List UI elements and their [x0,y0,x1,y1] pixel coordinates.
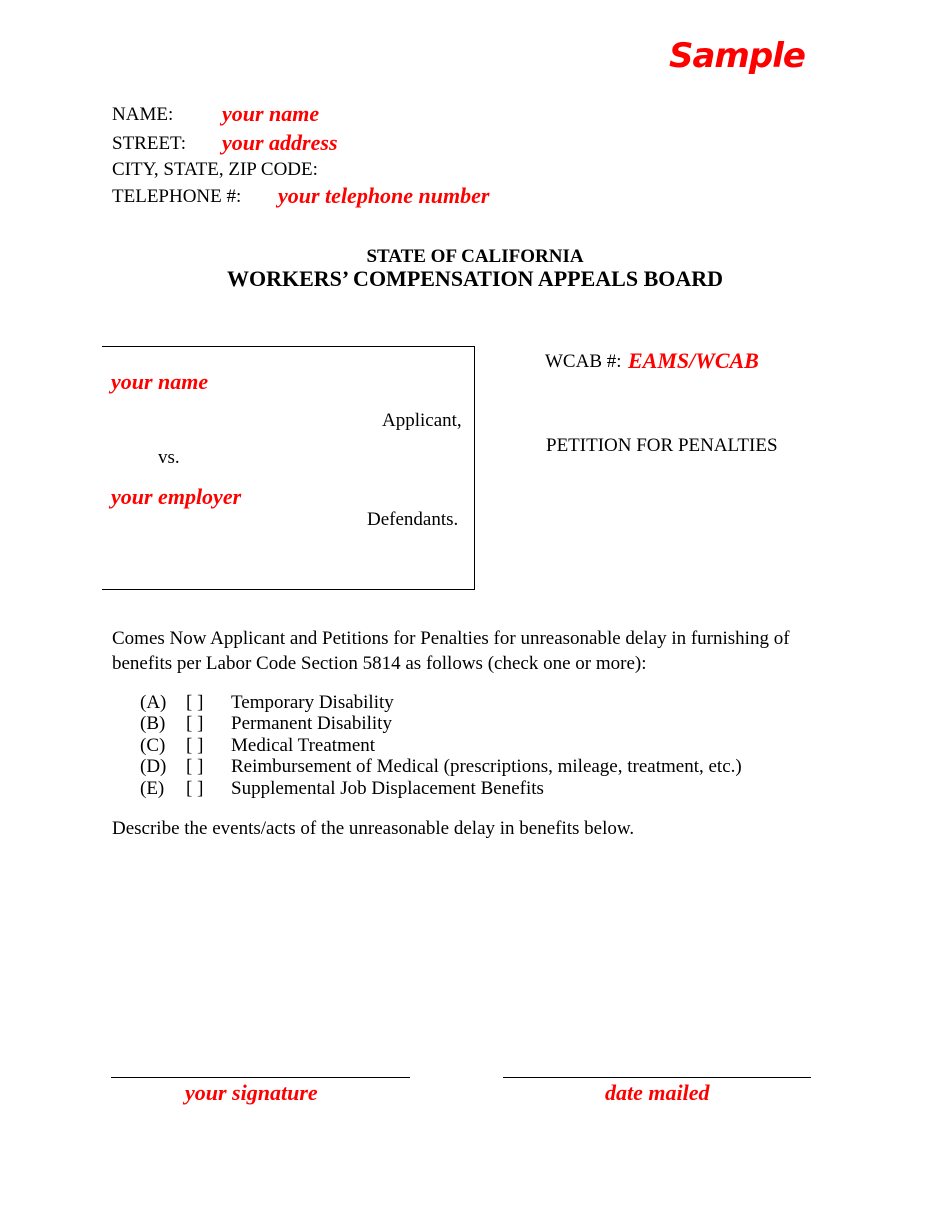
option-checkbox[interactable]: [ ] [186,778,204,799]
option-label: Temporary Disability [231,692,394,713]
signature-field[interactable]: your signature [185,1080,318,1105]
sample-watermark: Sample [669,36,805,76]
city-state-zip-label: CITY, STATE, ZIP CODE: [112,159,318,180]
telephone-label: TELEPHONE #: [112,186,242,207]
wcab-number-field[interactable]: EAMS/WCAB [628,348,759,373]
signature-line [111,1077,410,1078]
option-letter: (C) [140,735,166,756]
option-checkbox[interactable]: [ ] [186,756,204,777]
defendant-name-field[interactable]: your employer [111,484,242,509]
wcab-label: WCAB #: [545,351,622,372]
street-label: STREET: [112,133,186,154]
option-label: Medical Treatment [231,735,376,756]
name-label: NAME: [112,104,174,125]
option-letter: (D) [140,756,167,777]
name-field[interactable]: your name [222,101,320,126]
intro-paragraph: Comes Now Applicant and Petitions for Penalties for unreasonable delay in furnishing of benefits per Labor Code Section 5814 as follows (check one or more): [112,628,790,674]
option-checkbox[interactable]: [ ] [186,735,204,756]
applicant-name-field[interactable]: your name [111,369,209,394]
street-field[interactable]: your address [222,130,338,155]
option-letter: (A) [140,692,167,713]
option-letter: (E) [140,778,165,799]
petition-title: PETITION FOR PENALTIES [546,435,778,456]
applicant-label: Applicant, [382,410,462,431]
option-checkbox[interactable]: [ ] [186,692,204,713]
state-title: STATE OF CALIFORNIA [366,246,584,267]
option-letter: (B) [140,713,166,734]
telephone-field[interactable]: your telephone number [278,183,490,208]
vs-label: vs. [158,447,180,468]
board-title: WORKERS’ COMPENSATION APPEALS BOARD [226,266,724,291]
date-mailed-field[interactable]: date mailed [605,1080,710,1105]
option-label: Supplemental Job Displacement Benefits [231,778,544,799]
describe-instruction: Describe the events/acts of the unreasonable delay in benefits below. [112,818,635,839]
option-label: Permanent Disability [231,713,392,734]
date-line [503,1077,811,1078]
option-label: Reimbursement of Medical (prescriptions, mileage, treatment, etc.) [231,756,742,777]
option-checkbox[interactable]: [ ] [186,713,204,734]
defendants-label: Defendants. [367,509,459,530]
